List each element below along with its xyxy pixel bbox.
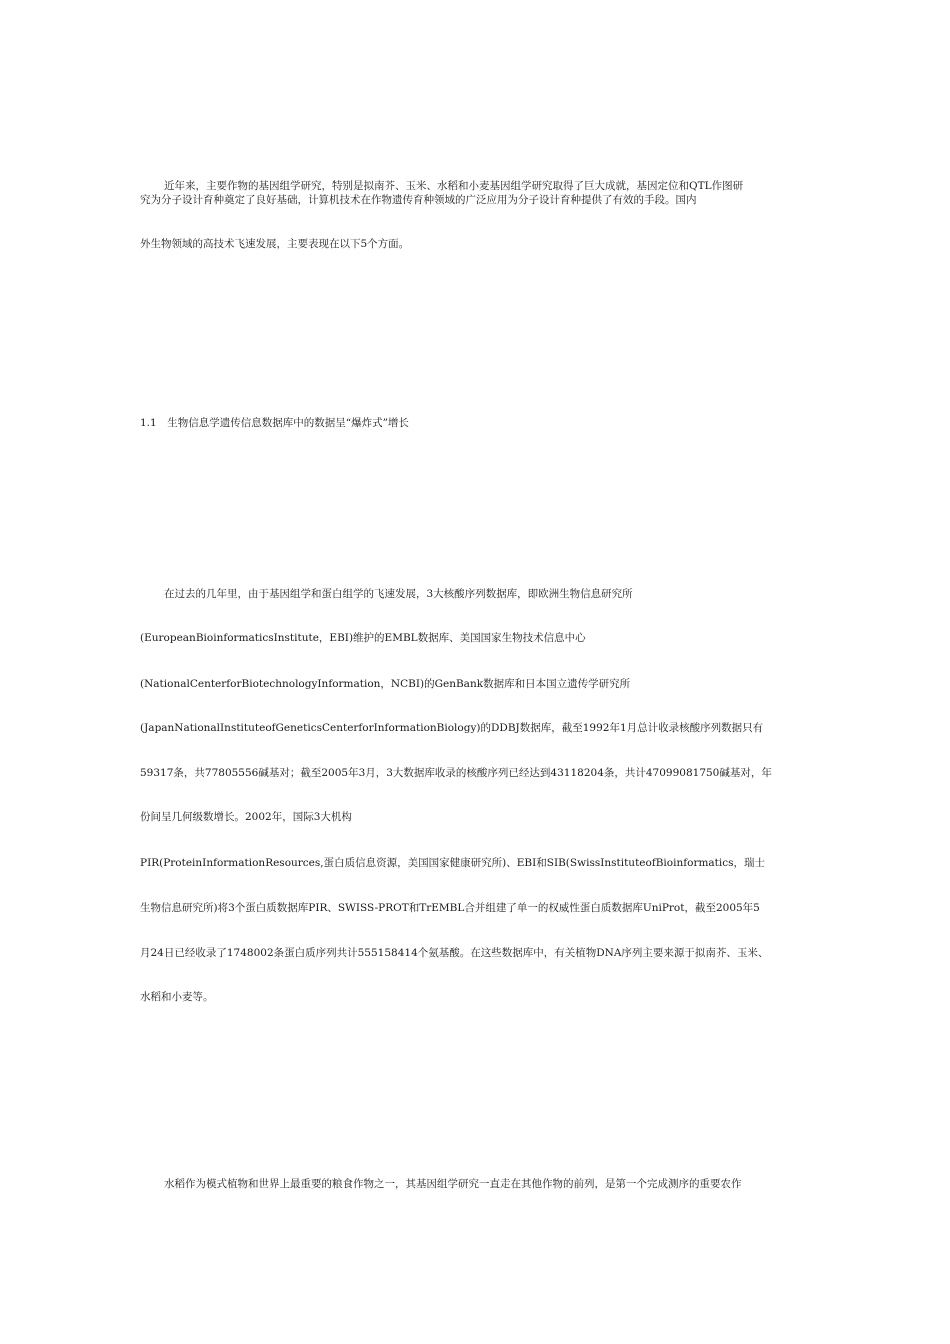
paragraph-2-line-4: (JapanNationalInstituteofGeneticsCenterforInformationBiology)的DDBJ数据库，截至1992年1月总计收录核酸序列数据只有: [140, 722, 764, 734]
paragraph-2-line-10: 水稻和小麦等。: [140, 991, 214, 1003]
paragraph-2-line-5: 59317条，共77805556碱基对；截至2005年3月，3大数据库收录的核酸序列已经达到43118204条，共计47099081750碱基对，年: [140, 767, 772, 779]
paragraph-2-line-7: PIR(ProteinInformationResources,蛋白质信息资源，美国国家健康研究所)、EBI和SIB(SwissInstituteofBioinformatics，瑞士: [140, 857, 766, 869]
paragraph-1-line-1: 近年来，主要作物的基因组学研究，特别是拟南芥、玉米、水稻和小麦基因组学研究取得了巨大成就，基因定位和QTL作图研: [164, 180, 744, 192]
paragraph-1-line-3: 外生物领域的高技术飞速发展，主要表现在以下5个方面。: [140, 238, 410, 250]
paragraph-2-line-1: 在过去的几年里，由于基因组学和蛋白组学的飞速发展，3大核酸序列数据库，即欧洲生物信息研究所: [164, 588, 633, 600]
paragraph-2-line-8: 生物信息研究所)将3个蛋白质数据库PIR、SWISS-PROT和TrEMBL合并组建了单一的权威性蛋白质数据库UniProt，截至2005年5: [140, 902, 760, 914]
paragraph-1-line-2: 究为分子设计育种奠定了良好基础，计算机技术在作物遗传育种领域的广泛应用为分子设计育种提供了有效的手段。国内: [140, 194, 697, 206]
section-heading: 1.1 生物信息学遗传信息数据库中的数据呈“爆炸式”增长: [140, 417, 409, 429]
paragraph-2-line-9: 月24日已经收录了1748002条蛋白质序列共计555158414个氨基酸。在这些数据库中，有关植物DNA序列主要来源于拟南芥、玉米、: [140, 947, 769, 959]
paragraph-2-line-3: (NationalCenterforBiotechnologyInformation，NCBI)的GenBank数据库和日本国立遗传学研究所: [140, 678, 631, 690]
paragraph-2-line-2: (EuropeanBioinformaticsInstitute，EBI)维护的EMBL数据库、美国国家生物技术信息中心: [140, 632, 586, 644]
paragraph-2-line-6: 份间呈几何级数增长。2002年，国际3大机构: [140, 811, 352, 823]
paragraph-3-line-1: 水稻作为模式植物和世界上最重要的粮食作物之一，其基因组学研究一直走在其他作物的前列，是第一个完成测序的重要农作: [164, 1178, 742, 1190]
